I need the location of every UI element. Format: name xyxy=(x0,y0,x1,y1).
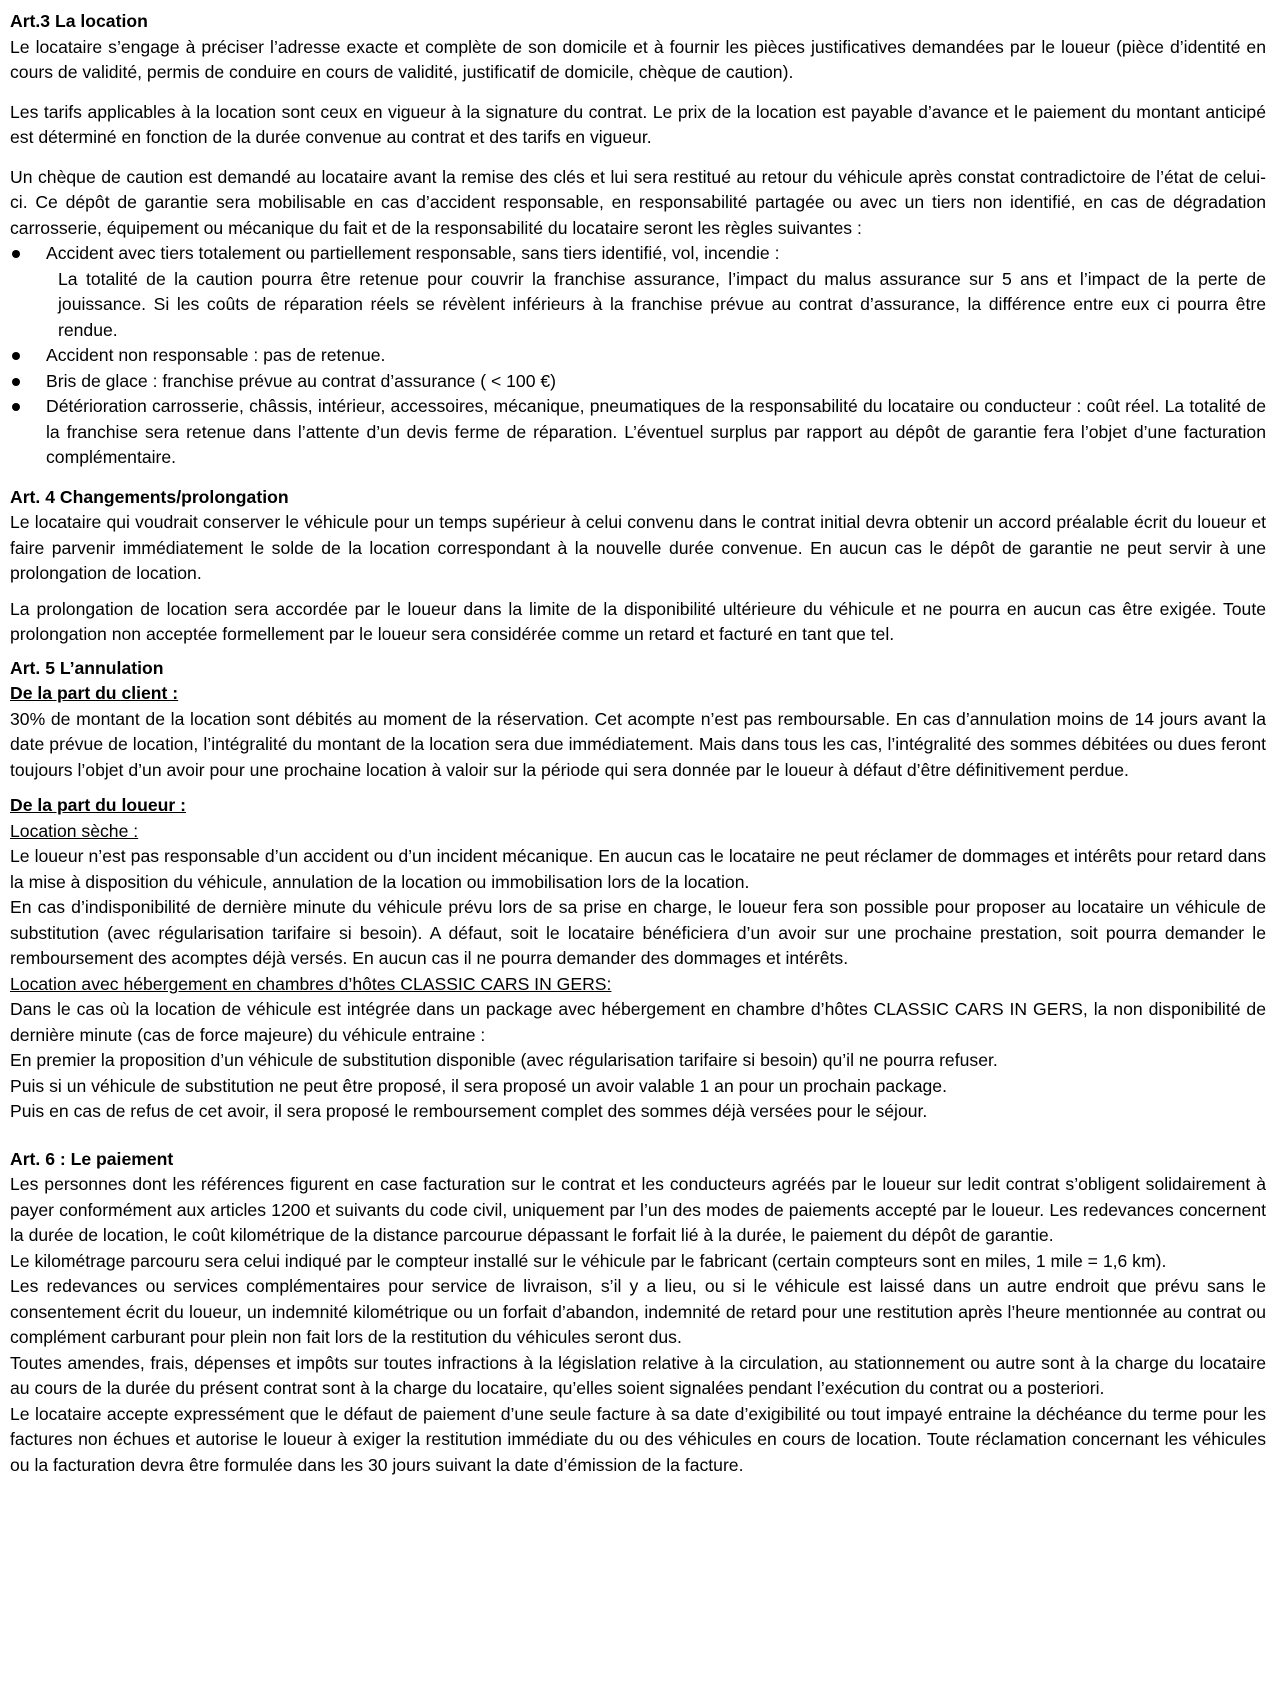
client-cancellation-heading: De la part du client : xyxy=(10,683,179,703)
article-6-paragraph-1: Les personnes dont les références figurent en case facturation sur le contrat et les conducteurs agréés par le loueur sur ledit contrat s’obligent solidairement à payer conformément aux articles 1200 et suivants du code civil, uniquement par l’un des modes de paiements accepté par le loueur. Les redevances concernent la durée de location, le coût kilométrique de la distance parcourue dépassant le forfait lié à la durée, le paiement du dépôt de garantie. xyxy=(10,1174,1266,1245)
article-6 xyxy=(10,1147,1266,1479)
bullet-icon xyxy=(12,352,20,360)
list-item xyxy=(10,241,1266,267)
bullet-icon xyxy=(12,250,20,258)
article-5-title: Art. 5 L’annulation xyxy=(10,657,164,678)
article-3-paragraph-2: Les tarifs applicables à la location sont ceux en vigueur à la signature du contrat. Le prix de la location est payable d’avance et le paiement du montant anticipé est déterminé en fonction de la durée convenue au contrat et des tarifs en vigueur. xyxy=(10,101,1266,147)
article-6-paragraph-3: Les redevances ou services complémentaires pour service de livraison, s’il y a lieu, ou si le véhicule est laissé dans un autre endroit que prévu sans le consentement écrit du loueur, un indemnité kilométrique ou un forfait d’abandon, indemnité de retard pour une restitution après l’heure mentionnée au contrat ou complément carburant pour plein non fait lors de la restitution du véhicules seront dus. xyxy=(10,1276,1266,1347)
list-item-detail xyxy=(10,267,1266,344)
article-3 xyxy=(10,9,1266,471)
list-item-text: Bris de glace : franchise prévue au contrat d’assurance ( < 100 €) xyxy=(46,370,557,391)
bullet-icon xyxy=(12,378,20,386)
article-4-paragraph-1: Le locataire qui voudrait conserver le véhicule pour un temps supérieur à celui convenu dans le contrat initial devra obtenir un accord préalable écrit du loueur et faire parvenir immédiatement le solde de la location correspondant à la nouvelle durée convenue. En aucun cas le dépôt de garantie ne peut servir à une prolongation de location. xyxy=(10,512,1266,583)
package-rental-paragraph-3: Puis si un véhicule de substitution ne peut être proposé, il sera proposé un avoir valable 1 an pour un prochain package. xyxy=(10,1075,947,1096)
dry-rental-paragraph-1: Le loueur n’est pas responsable d’un accident ou d’un incident mécanique. En aucun cas le locataire ne peut réclamer de dommages et intérêts pour retard dans la mise à disposition du véhicule, annulation de la location ou immobilisation lors de la location. xyxy=(10,846,1266,892)
package-rental-heading: Location avec hébergement en chambres d’hôtes CLASSIC CARS IN GERS: xyxy=(10,973,612,994)
article-6-paragraph-5: Le locataire accepte expressément que le défaut de paiement d’une seule facture à sa date d’exigibilité ou tout impayé entraine la déchéance du terme pour les factures non échues et autorise le loueur à exiger la restitution immédiate du ou des véhicules en cours de location. Toute réclamation concernant les véhicules ou la facturation devra être formulée dans les 30 jours suivant la date d’émission de la facture. xyxy=(10,1403,1266,1475)
article-4-paragraph-2: La prolongation de location sera accordée par le loueur dans la limite de la disponibilité ultérieure du véhicule et ne pourra en aucun cas être exigée. Toute prolongation non acceptée formellement par le loueur sera considérée comme un retard et facturé en tant que tel. xyxy=(10,598,1266,644)
article-3-title: Art.3 La location xyxy=(10,11,148,31)
bullet-icon xyxy=(12,403,20,411)
list-item-text: Détérioration carrosserie, châssis, intérieur, accessoires, mécanique, pneumatiques de la responsabilité du locataire ou conducteur : coût réel. La totalité de la franchise sera retenue dans l’attente d’un devis ferme de réparation. L’éventuel surplus par rapport au dépôt de garantie fera l’objet d’une facturation complémentaire. xyxy=(46,396,1266,467)
package-rental-paragraph-4: Puis en cas de refus de cet avoir, il sera proposé le remboursement complet des sommes déjà versées pour le séjour. xyxy=(10,1101,928,1121)
article-4 xyxy=(10,485,1266,648)
list-item xyxy=(10,394,1266,471)
dry-rental-paragraph-2: En cas d’indisponibilité de dernière minute du véhicule prévu lors de sa prise en charge, le loueur fera son possible pour proposer au locataire un véhicule de substitution (avec régularisation tarifaire si besoin). A défaut, soit le locataire bénéficiera d’un avoir sur une prochaine prestation, soit pourra demander le remboursement des acomptes déjà versés. En aucun cas il ne pourra demander des dommages et intérêts. xyxy=(10,897,1266,968)
article-3-paragraph-1: Le locataire s’engage à préciser l’adresse exacte et complète de son domicile et à fournir les pièces justificatives demandées par le loueur (pièce d’identité en cours de validité, permis de conduire en cours de validité, justificatif de domicile, chèque de caution). xyxy=(10,36,1266,82)
owner-cancellation-heading: De la part du loueur : xyxy=(10,795,186,815)
bullet-detail-text: La totalité de la caution pourra être retenue pour couvrir la franchise assurance, l’impact du malus assurance sur 5 ans et l’impact de la perte de jouissance. Si les coûts de réparation réels se révèlent inférieurs à la franchise prévue au contrat d’assurance, la différence entre eux ci pourra être rendue. xyxy=(58,268,1266,340)
dry-rental-heading: Location sèche : xyxy=(10,820,139,841)
package-rental-paragraph-2: En premier la proposition d’un véhicule de substitution disponible (avec régularisation tarifaire si besoin) qu’il ne pourra refuser. xyxy=(10,1050,998,1070)
article-6-paragraph-2: Le kilométrage parcouru sera celui indiqué par le compteur installé sur le véhicule par le fabricant (certain compteurs sont en miles, 1 mile = 1,6 km). xyxy=(10,1250,1167,1271)
article-6-title: Art. 6 : Le paiement xyxy=(10,1148,174,1169)
article-5 xyxy=(10,656,1266,1125)
list-item xyxy=(10,369,1266,395)
list-item xyxy=(10,343,1266,369)
list-item-text: Accident avec tiers totalement ou partiellement responsable, sans tiers identifié, vol, incendie : xyxy=(46,243,780,263)
article-3-paragraph-3: Un chèque de caution est demandé au locataire avant la remise des clés et lui sera restitué au retour du véhicule après constat contradictoire de l’état de celui-ci. Ce dépôt de garantie sera mobilisable en cas d’accident responsable, en responsabilité partagée ou avec un tiers non identifié, en cas de dégradation carrosserie, équipement ou mécanique du fait et de la responsabilité du locataire seront les règles suivantes : xyxy=(10,166,1266,238)
deposit-rules-list xyxy=(10,241,1266,471)
list-item-text: Accident non responsable : pas de retenue. xyxy=(46,345,386,365)
client-cancellation-text: 30% de montant de la location sont débités au moment de la réservation. Cet acompte n’est pas remboursable. En cas d’annulation moins de 14 jours avant la date prévue de location, l’intégralité du montant de la location sera due immédiatement. Mais dans tous les cas, l’intégralité des sommes débitées ou dues feront toujours l’objet d’un avoir pour une prochaine location à valoir sur la période qui sera donnée par le loueur à défaut d’être définitivement perdue. xyxy=(10,708,1266,780)
article-4-title: Art. 4 Changements/prolongation xyxy=(10,486,289,507)
article-6-paragraph-4: Toutes amendes, frais, dépenses et impôts sur toutes infractions à la législation relative à la circulation, au stationnement ou autre sont à la charge du locataire au cours de la durée du présent contrat sont à la charge du locataire, qu’elles soient signalées pendant l’exécution du contrat ou a posteriori. xyxy=(10,1352,1266,1398)
package-rental-paragraph-1: Dans le cas où la location de véhicule est intégrée dans un package avec hébergement en chambre d’hôtes CLASSIC CARS IN GERS, la non disponibilité de dernière minute (cas de force majeure) du véhicule entraine : xyxy=(10,999,1266,1045)
